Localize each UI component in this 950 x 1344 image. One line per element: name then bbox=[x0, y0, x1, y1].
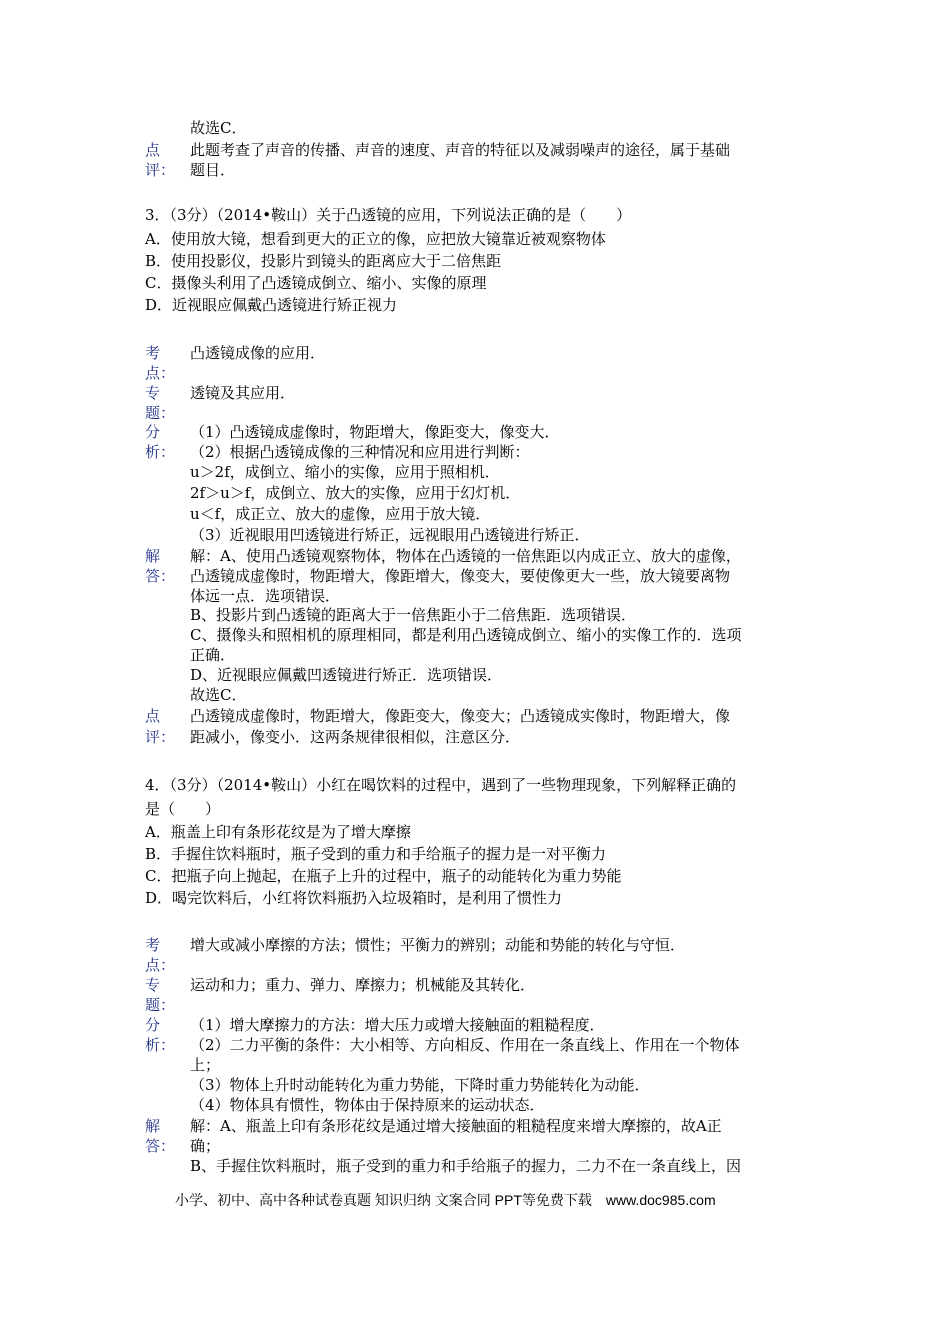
q3-jieda-line: 解：A、使用凸透镜观察物体，物体在凸透镜的一倍焦距以内成正立、放大的虚像， bbox=[190, 547, 741, 565]
q3-option-b: B．使用投影仪，投影片到镜头的距离应大于二倍焦距 bbox=[145, 252, 502, 270]
q3-zhuanti-label-2: 题： bbox=[145, 404, 176, 422]
q3-jieda-line: 故选C． bbox=[190, 686, 247, 704]
q2-comment-label-2: 评： bbox=[145, 161, 176, 179]
q4-fenxi-line: 上； bbox=[190, 1056, 221, 1074]
q3-zhuanti: 透镜及其应用． bbox=[190, 384, 296, 402]
q4-kaodian-label-1: 考 bbox=[145, 936, 161, 954]
q2-comment-label-1: 点 bbox=[145, 141, 161, 159]
q4-kaodian: 增大或减小摩擦的方法；惯性；平衡力的辨别；动能和势能的转化与守恒． bbox=[190, 936, 686, 954]
q3-kaodian-label-2: 点： bbox=[145, 364, 176, 382]
q4-fenxi-line: （2）二力平衡的条件：大小相等、方向相反、作用在一条直线上、作用在一个物体 bbox=[190, 1036, 740, 1054]
q3-fenxi-line: （2）根据凸透镜成像的三种情况和应用进行判断： bbox=[190, 443, 530, 461]
q4-option-d: D．喝完饮料后，小红将饮料瓶扔入垃圾箱时，是利用了惯性力 bbox=[145, 889, 563, 907]
q4-jieda-line: 解：A、瓶盖上印有条形花纹是通过增大接触面的粗糙程度来增大摩擦的，故A正 bbox=[190, 1117, 722, 1135]
q4-option-b: B．手握住饮料瓶时，瓶子受到的重力和手给瓶子的握力是一对平衡力 bbox=[145, 845, 607, 863]
q3-fenxi-line: u＜f，成正立、放大的虚像，应用于放大镜． bbox=[190, 505, 491, 523]
q2-comment-line-1: 此题考查了声音的传播、声音的速度、声音的特征以及减弱噪声的途径，属于基础 bbox=[190, 141, 731, 159]
q3-dianping-label-1: 点 bbox=[145, 707, 161, 725]
q3-stem: 3．（3分）（2014•鞍山）关于凸透镜的应用，下列说法正确的是（ ） bbox=[145, 206, 632, 224]
q4-stem-line-2: 是（ ） bbox=[145, 800, 221, 818]
q4-option-a: A．瓶盖上印有条形花纹是为了增大摩擦 bbox=[145, 823, 411, 841]
q2-comment-line-2: 题目． bbox=[190, 161, 236, 179]
q3-fenxi-line: （1）凸透镜成虚像时，物距增大，像距变大，像变大． bbox=[190, 423, 560, 441]
q4-fenxi-line: （3）物体上升时动能转化为重力势能，下降时重力势能转化为动能． bbox=[190, 1076, 650, 1094]
q4-fenxi-label-2: 析： bbox=[145, 1036, 176, 1054]
q3-dianping-line: 凸透镜成虚像时，物距增大，像距变大，像变大；凸透镜成实像时，物距增大，像 bbox=[190, 707, 731, 725]
q4-zhuanti-label-2: 题： bbox=[145, 996, 176, 1014]
page-footer: 小学、初中、高中各种试卷真题 知识归纳 文案合同 PPT等免费下载 www.doc985.com bbox=[175, 1192, 716, 1208]
q3-zhuanti-label-1: 专 bbox=[145, 384, 161, 402]
q3-fenxi-line: u＞2f，成倒立、缩小的实像，应用于照相机． bbox=[190, 463, 500, 481]
q3-jieda-line: 体远一点．选项错误． bbox=[190, 587, 341, 605]
q3-jieda-line: 正确． bbox=[190, 646, 236, 664]
q4-jieda-line: B、手握住饮料瓶时，瓶子受到的重力和手给瓶子的握力，二力不在一条直线上，因 bbox=[190, 1157, 742, 1175]
q3-jieda-line: B、投影片到凸透镜的距离大于一倍焦距小于二倍焦距．选项错误． bbox=[190, 606, 637, 624]
q4-jieda-label-1: 解 bbox=[145, 1117, 161, 1135]
q4-jieda-line: 确； bbox=[190, 1137, 221, 1155]
q3-fenxi-line: （3）近视眼用凹透镜进行矫正，远视眼用凸透镜进行矫正． bbox=[190, 526, 590, 544]
q3-dianping-line: 距减小，像变小．这两条规律很相似，注意区分． bbox=[190, 728, 521, 746]
q4-kaodian-label-2: 点： bbox=[145, 956, 176, 974]
q4-fenxi-line: （1）增大摩擦力的方法：增大压力或增大接触面的粗糙程度． bbox=[190, 1016, 605, 1034]
q3-kaodian-label-1: 考 bbox=[145, 344, 161, 362]
q3-jieda-label-1: 解 bbox=[145, 547, 161, 565]
q3-option-d: D．近视眼应佩戴凸透镜进行矫正视力 bbox=[145, 296, 398, 314]
q3-jieda-label-2: 答： bbox=[145, 567, 176, 585]
q3-option-c: C．摄像头利用了凸透镜成倒立、缩小、实像的原理 bbox=[145, 274, 487, 292]
q4-stem-line-1: 4．（3分）（2014•鞍山）小红在喝饮料的过程中，遇到了一些物理现象，下列解释正确的 bbox=[145, 776, 737, 794]
q4-fenxi-line: （4）物体具有惯性，物体由于保持原来的运动状态． bbox=[190, 1096, 545, 1114]
q4-zhuanti: 运动和力；重力、弹力、摩擦力；机械能及其转化． bbox=[190, 976, 536, 994]
q4-option-c: C．把瓶子向上抛起，在瓶子上升的过程中，瓶子的动能转化为重力势能 bbox=[145, 867, 622, 885]
q3-option-a: A．使用放大镜，想看到更大的正立的像，应把放大镜靠近被观察物体 bbox=[145, 230, 606, 248]
q3-kaodian: 凸透镜成像的应用． bbox=[190, 344, 326, 362]
q3-fenxi-label-1: 分 bbox=[145, 423, 161, 441]
q3-fenxi-line: 2f＞u＞f，成倒立、放大的实像，应用于幻灯机． bbox=[190, 484, 521, 502]
q3-fenxi-label-2: 析： bbox=[145, 443, 176, 461]
q4-fenxi-label-1: 分 bbox=[145, 1016, 161, 1034]
q4-zhuanti-label-1: 专 bbox=[145, 976, 161, 994]
q3-jieda-line: 凸透镜成虚像时，物距增大，像距增大，像变大，要使像更大一些，放大镜要离物 bbox=[190, 567, 731, 585]
q3-jieda-line: C、摄像头和照相机的原理相同，都是利用凸透镜成倒立、缩小的实像工作的．选项 bbox=[190, 626, 742, 644]
q2-conclusion: 故选C． bbox=[190, 119, 247, 137]
q4-jieda-label-2: 答： bbox=[145, 1137, 176, 1155]
q3-dianping-label-2: 评： bbox=[145, 728, 176, 746]
q3-jieda-line: D、近视眼应佩戴凹透镜进行矫正．选项错误． bbox=[190, 666, 503, 684]
